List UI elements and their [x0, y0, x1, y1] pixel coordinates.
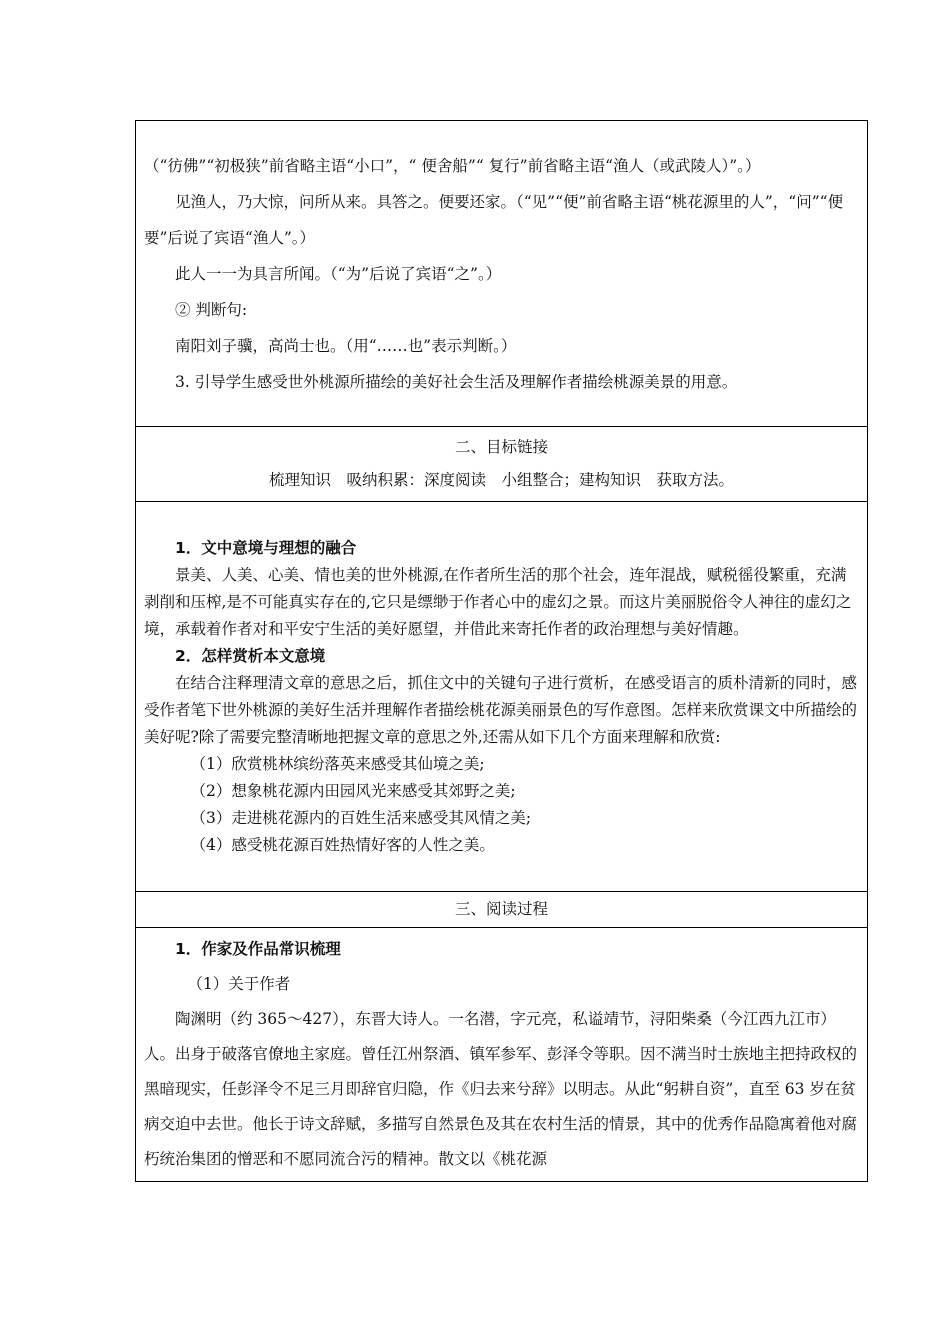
section-goal-link	[136, 427, 868, 502]
paragraph-author-bio: 陶渊明（约 365～427），东晋大诗人。一名潜，字元亮，私谥靖节，浔阳柴桑（今江西九江市）人。出身于破落官僚地主家庭。曾任江州祭酒、镇军参军、彭泽令等职。因不满当时士族地主把持政权的黑暗现实，任彭泽令不足三月即辞官归隐，作《归去来兮辞》以明志。从此“躬耕自资”，直至 63 岁在贫病交迫中去世。他长于诗文辞赋，多描写自然景色及其在农村生活的情景，其中的优秀作品隐寓着他对腐朽统治集团的憎恶和不愿同流合污的精神。散文以《桃花源	[144, 1010, 858, 1168]
paragraph-omission-2: 见渔人，乃大惊，问所从来。具答之。便要还家。（“见”“便”前省略主语“桃花源里的人”，“问”“便要”后说了宾语“渔人”。）	[144, 192, 844, 247]
subheading-about-author: （1）关于作者	[187, 975, 291, 993]
goal-methods-line: 梳理知识 吸纳积累：深度阅读 小组整合；建构知识 获取方法。	[268, 471, 734, 489]
guide-point-3: 3. 引导学生感受世外桃源所描绘的美好社会生活及理解作者描绘桃源美景的用意。	[175, 372, 738, 391]
section-title-reading: 三、阅读过程	[454, 900, 548, 918]
heading-author-works: 1．作家及作品常识梳理	[175, 940, 341, 958]
section-artistic-conception	[136, 502, 868, 892]
list-item: （2）想象桃花源内田园风光来感受其郊野之美;	[190, 781, 516, 800]
paragraph-fusion: 景美、人美、心美、情也美的世外桃源,在作者所生活的那个社会，连年混战，赋税徭役繁重，充满剥削和压榨,是不可能真实存在的,它只是缥缈于作者心中的虚幻之景。而这片美丽脱俗令人神往的虚幻之境，承载着作者对和平安宁生活的美好愿望，并借此来寄托作者的政治理想与美好情趣。	[144, 565, 852, 638]
list-item: （3）走进桃花源内的百姓生活来感受其风情之美;	[190, 808, 532, 827]
section-reading-process-header	[136, 892, 868, 928]
judgement-heading: ② 判断句:	[175, 300, 248, 319]
lesson-table	[135, 120, 868, 1182]
paragraph-omission-1: （“彷佛”“初极狭”前省略主语“小口”，“ 便舍船”“ 复行”前省略主语“渔人（或武陵人）”。）	[144, 156, 761, 175]
list-item: （1）欣赏桃林缤纷落英来感受其仙境之美;	[190, 754, 485, 773]
list-item: （4）感受桃花源百姓热情好客的人性之美。	[190, 835, 495, 854]
section-author-knowledge	[136, 928, 868, 1182]
paragraph-appreciation: 在结合注释理清文章的意思之后，抓住文中的关键句子进行赏析，在感受语言的质朴清新的同时，感受作者笔下世外桃源的美好生活并理解作者描绘桃花源美丽景色的写作意图。怎样来欣赏课文中所描绘的美好呢?除了需要完整清晰地把握文章的意思之外,还需从如下几个方面来理解和欣赏:	[144, 673, 858, 746]
section-grammar-notes	[136, 121, 868, 427]
heading-fusion: 1．文中意境与理想的融合	[175, 538, 357, 557]
paragraph-omission-3: 此人一一为具言所闻。（“为”后说了宾语“之”。）	[175, 264, 502, 283]
judgement-example: 南阳刘子骥，高尚士也。（用“……也”表示判断。）	[175, 336, 517, 355]
section-title-goal: 二、目标链接	[454, 438, 548, 456]
heading-appreciation: 2．怎样赏析本文意境	[175, 646, 326, 665]
